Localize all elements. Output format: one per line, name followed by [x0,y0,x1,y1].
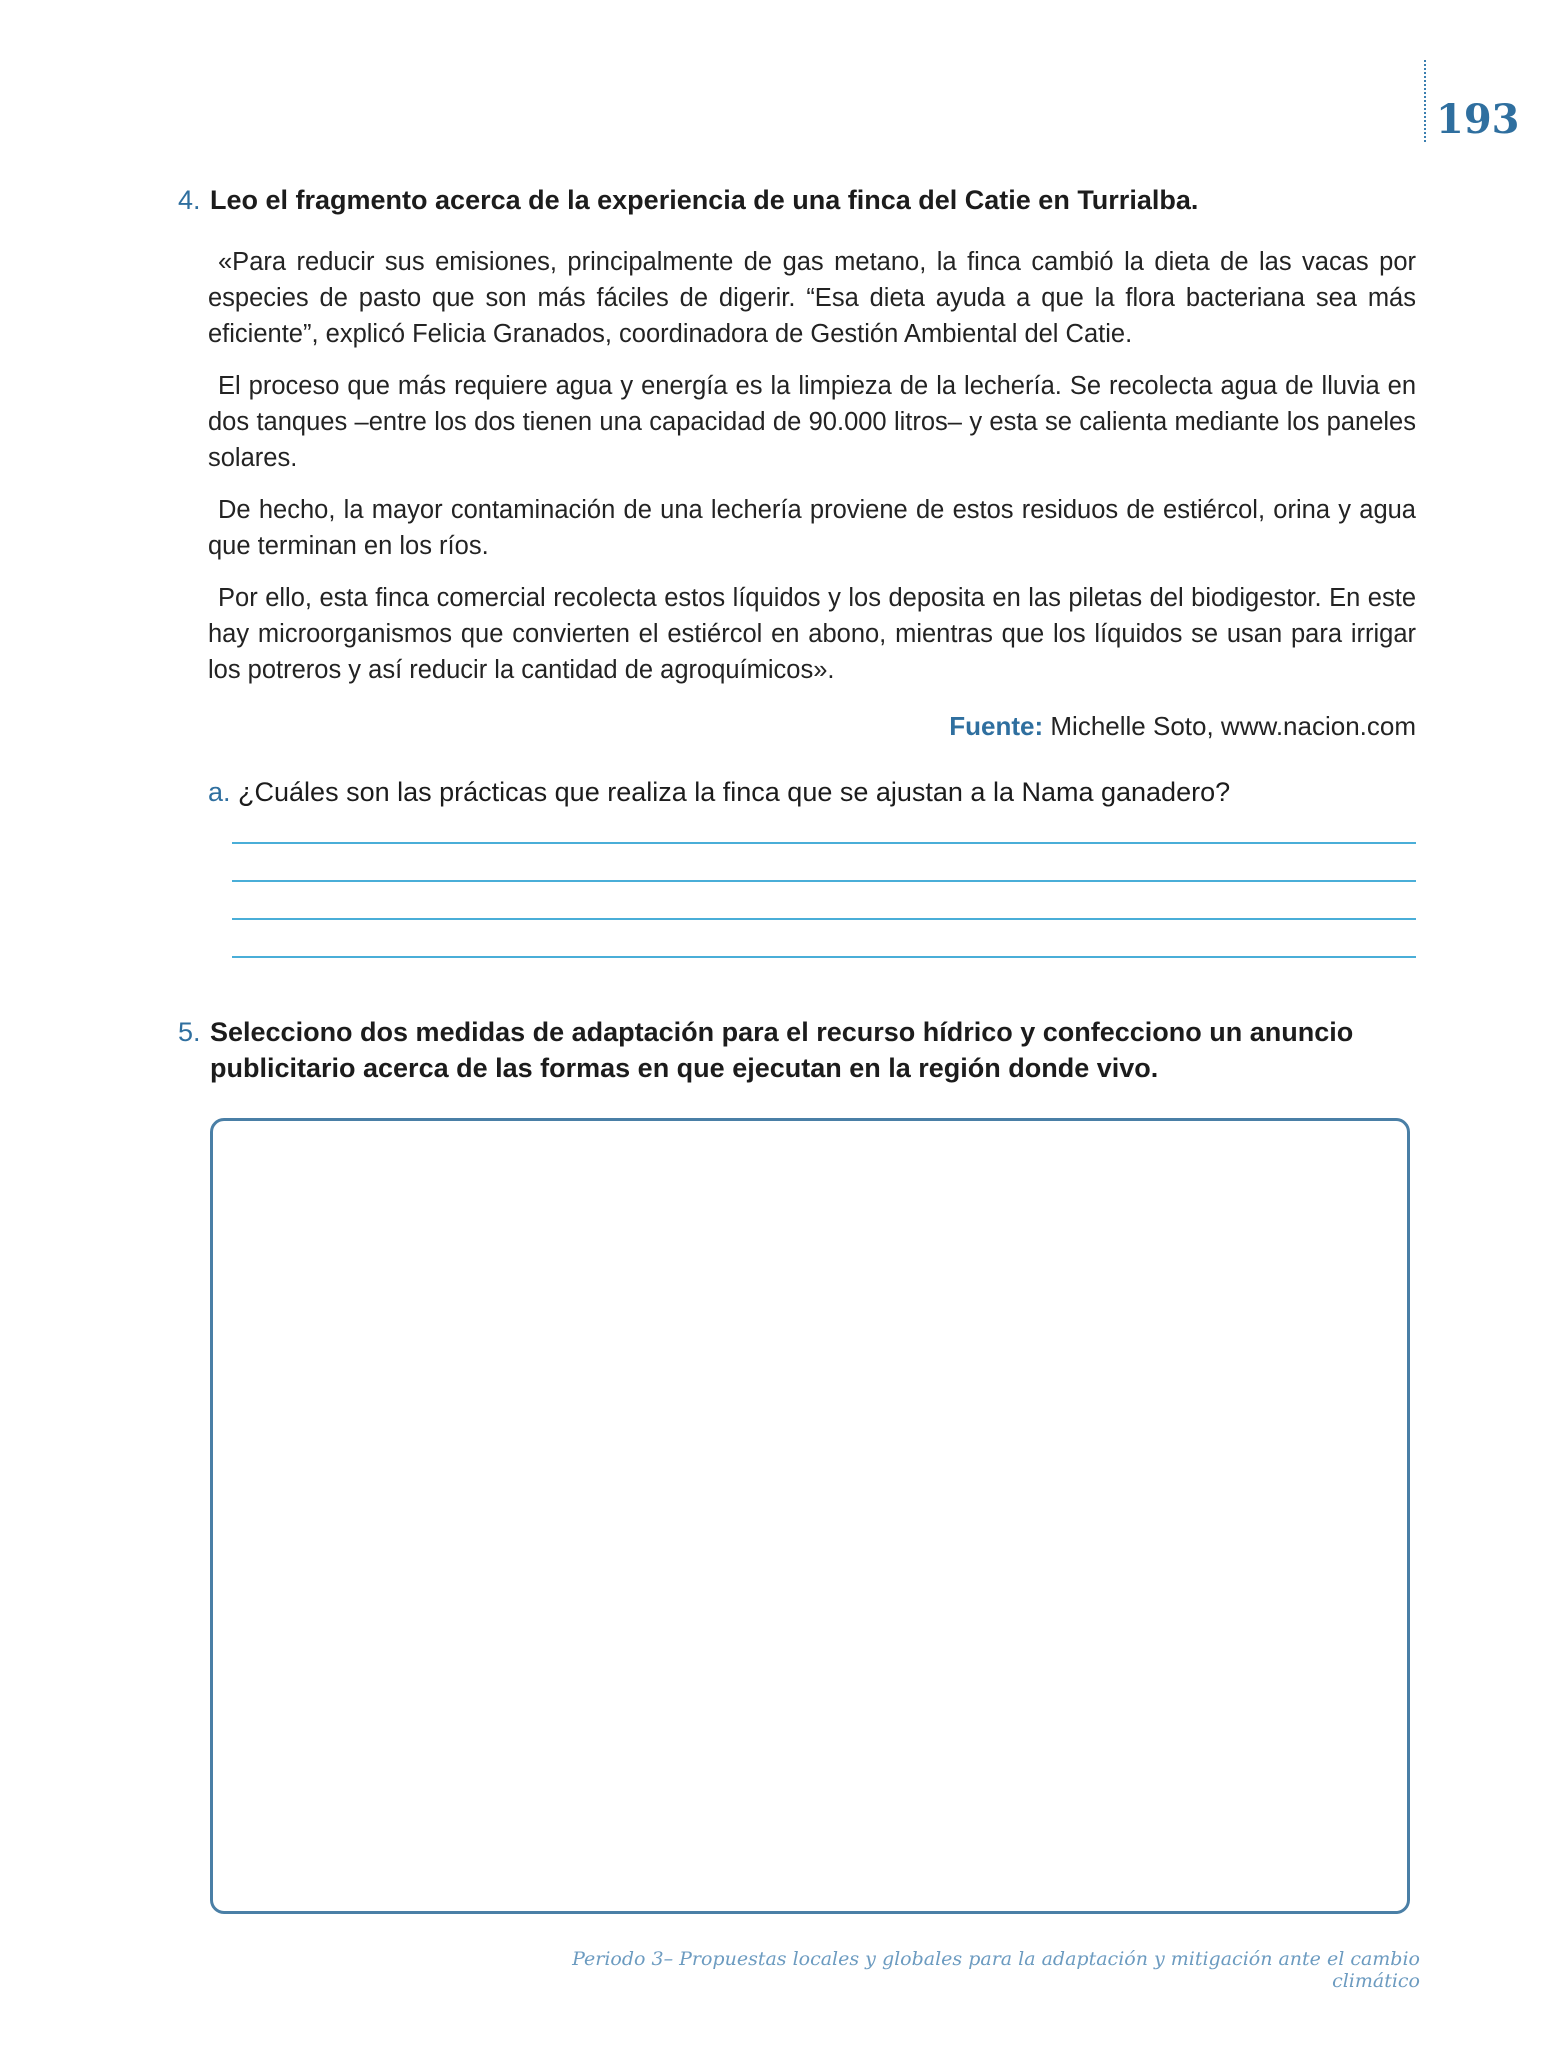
question-5 [178,1014,1418,1086]
source-text: Michelle Soto, www.nacion.com [1043,711,1416,741]
question-4-number: 4. [178,185,201,215]
passage-paragraph-4: Por ello, esta finca comercial recolecta estos líquidos y los deposita en las piletas del biodigestor. En este hay microorganismos que convierten el estiércol en abono, mientras que los líquidos se usan para irrigar los potreros y así reducir la cantidad de agroquímicos». [208,584,1416,684]
subquestion-a-text: ¿Cuáles son las prácticas que realiza la finca que se ajustan a la Nama ganadero? [230,777,1231,807]
source-citation [208,708,1416,744]
question-4 [178,182,1428,218]
answer-line-3[interactable] [232,918,1416,920]
passage-paragraph-2: El proceso que más requiere agua y energía es la limpieza de la lechería. Se recolecta agua de lluvia en dos tanques –entre los dos tienen una capacidad de 90.000 litros– y esta se calienta mediante los paneles solares. [208,372,1416,472]
answer-line-2[interactable] [232,880,1416,882]
page-number: 193 [1436,96,1520,143]
question-5-number: 5. [178,1017,201,1047]
source-label: Fuente: [949,711,1044,741]
page-footer: Periodo 3– Propuestas locales y globales para la adaptación y mitigación ante el cambio climático [572,1948,1420,1992]
answer-line-4[interactable] [232,956,1416,958]
passage-paragraph-3: De hecho, la mayor contaminación de una lechería proviene de estos residuos de estiércol, orina y agua que terminan en los ríos. [208,496,1416,560]
question-4-text: Leo el fragmento acerca de la experiencia de una finca del Catie en Turrialba. [210,185,1199,215]
answer-box[interactable] [210,1118,1410,1914]
answer-line-1[interactable] [232,842,1416,844]
passage [208,244,1416,704]
subquestion-a [208,774,1416,810]
subquestion-a-letter: a. [208,777,231,807]
page-number-divider [1424,60,1426,142]
question-5-text: Selecciono dos medidas de adaptación para el recurso hídrico y confecciono un anuncio publicitario acerca de las formas en que ejecutan en la región donde vivo. [210,1017,1354,1083]
passage-paragraph-1: «Para reducir sus emisiones, principalmente de gas metano, la finca cambió la dieta de las vacas por especies de pasto que son más fáciles de digerir. “Esa dieta ayuda a que la flora bacteriana sea más eficiente”, explicó Felicia Granados, coordinadora de Gestión Ambiental del Catie. [208,248,1416,348]
